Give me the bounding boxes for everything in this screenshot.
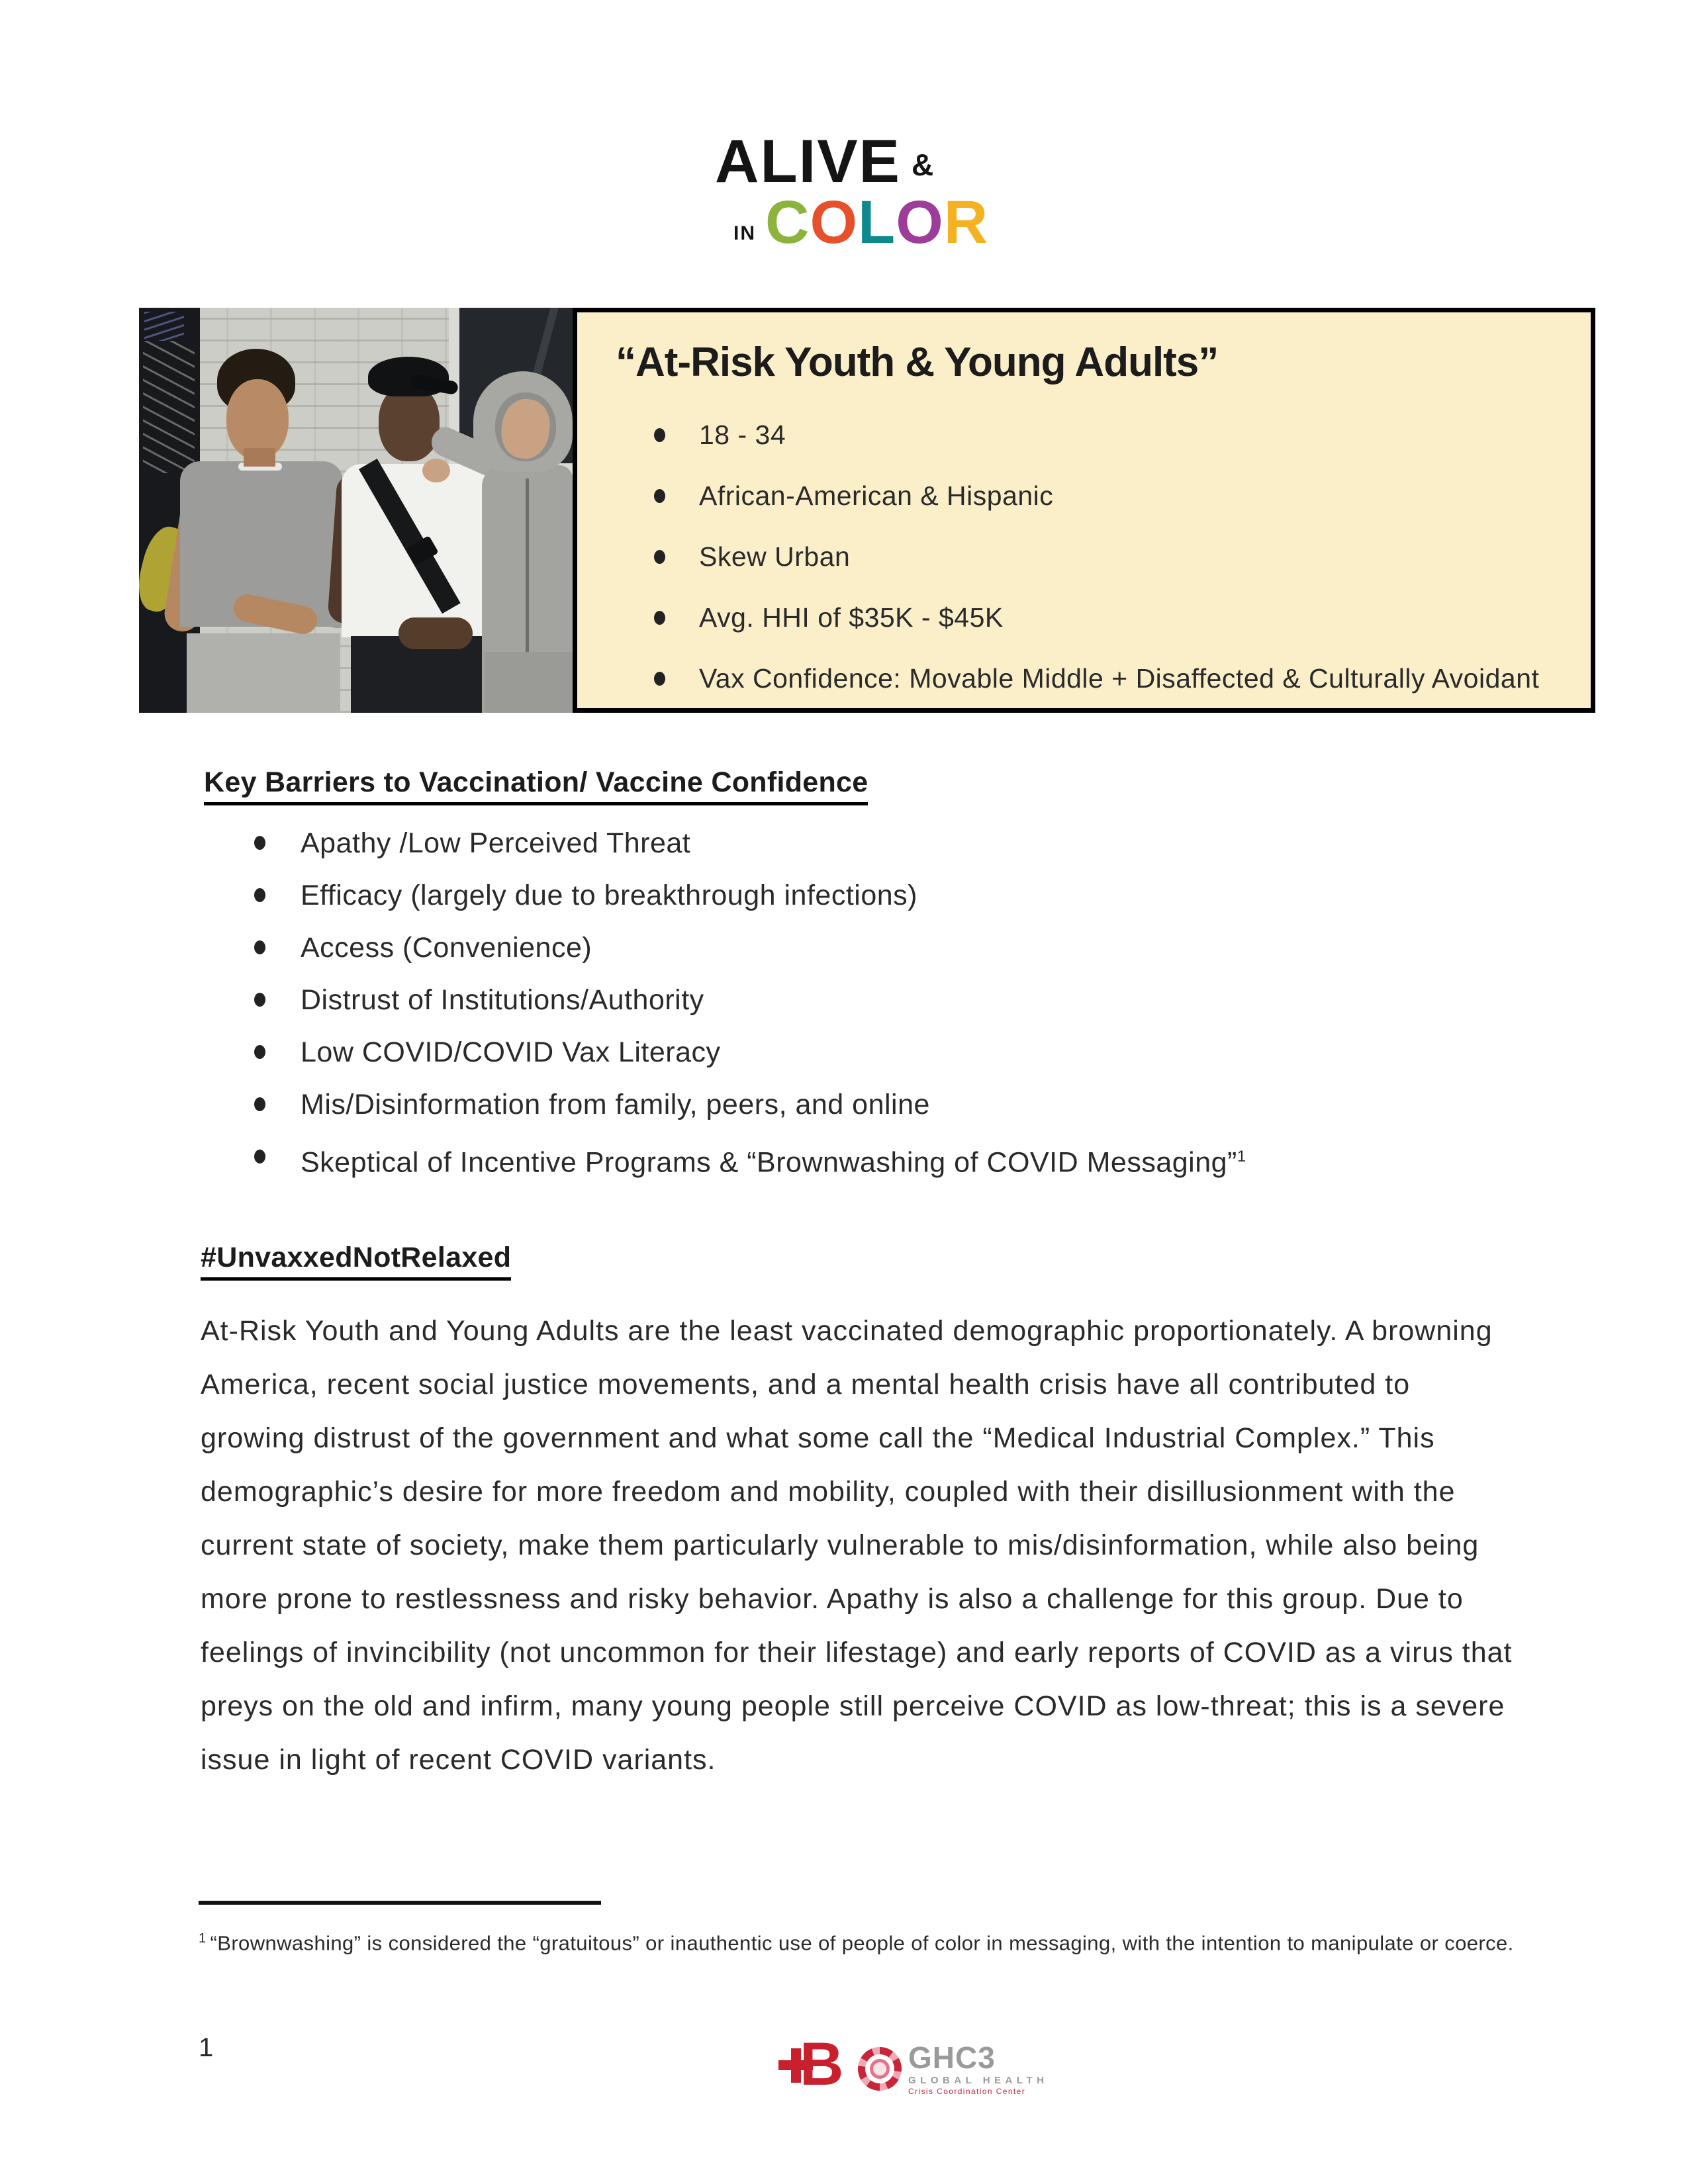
persona-bullet-list	[651, 414, 1591, 700]
logo-row-1	[715, 128, 988, 195]
person-right-hoodie-zipper	[526, 478, 529, 677]
ghc3-logo-text	[908, 2042, 1048, 2095]
list-item: Access (Convenience)	[207, 933, 1246, 963]
key-barriers-list	[207, 828, 1246, 1177]
person-left-neck	[244, 448, 275, 467]
graffiti-scribble	[144, 312, 184, 341]
logo-word-alive: ALIVE	[715, 128, 901, 195]
list-item: Low COVID/COVID Vax Literacy	[207, 1037, 1246, 1068]
ghc3-global-health-label: GLOBAL HEALTH	[908, 2075, 1049, 2086]
ghc3-crisis-center-label: Crisis Coordination Center	[908, 2087, 1026, 2096]
page-number: 1	[199, 2033, 214, 2062]
key-barriers-heading: Key Barriers to Vaccination/ Vaccine Confidence	[204, 766, 868, 805]
logo-letter-r: R	[943, 189, 989, 256]
person-left-pants	[187, 633, 340, 713]
list-item: Mis/Disinformation from family, peers, and online	[207, 1089, 1246, 1120]
list-item: 18 - 34	[651, 414, 1546, 456]
footer-logos	[788, 2030, 1049, 2098]
person-middle-hands	[399, 617, 473, 649]
plus-b-logo-icon	[788, 2030, 849, 2098]
logo-row-2	[733, 189, 989, 256]
list-item: Vax Confidence: Movable Middle + Disaffected & Culturally Avoidant	[651, 657, 1546, 700]
logo-word-color	[765, 189, 989, 256]
logo-word-in: IN	[733, 222, 756, 244]
list-item: Skew Urban	[651, 535, 1546, 578]
footnote-reference: 1	[1237, 1148, 1246, 1165]
list-item: Efficacy (largely due to breakthrough infections)	[207, 880, 1246, 911]
logo-letter-o2: O	[896, 189, 944, 256]
list-item: Distrust of Institutions/Authority	[207, 985, 1246, 1015]
footnote-text: “Brownwashing” is considered the “gratuitous” or inauthentic use of people of color in messaging, with the intention to manipulate or coerce.	[210, 1931, 1514, 1955]
logo-letter-l: L	[858, 189, 896, 256]
list-item: African-American & Hispanic	[651, 475, 1546, 517]
photo-three-young-men	[139, 308, 573, 713]
person-right-pants	[485, 652, 573, 713]
persona-summary-box	[573, 308, 1595, 713]
persona-box-title: “At-Risk Youth & Young Adults”	[616, 340, 1219, 385]
unvaxxed-heading: #UnvaxxedNotRelaxed	[201, 1242, 511, 1281]
alive-in-color-logo	[715, 128, 989, 256]
logo-letter-c: C	[765, 189, 810, 256]
list-item: Avg. HHI of $35K - $45K	[651, 596, 1546, 639]
bullet-text: Skeptical of Incentive Programs & “Brownwashing of COVID Messaging”	[301, 1146, 1237, 1179]
unvaxxed-paragraph: At-Risk Youth and Young Adults are the least vaccinated demographic proportionately. A browning America, recent social justice movements, and a mental health crisis have all contributed to growing distrust of the government and what some call the “Medical Industrial Complex.” This demographic’s desire for more freedom and mobility, coupled with their disillusionment with the current state of society, make them particularly vulnerable to mis/disinformation, while also being more prone to restlessness and risky behavior. Apathy is also a challenge for this group. Due to feelings of invincibility (not uncommon for their lifestage) and early reports of COVID as a virus that preys on the old and infirm, many young people still perceive COVID as low-threat; this is a severe issue in light of recent COVID variants.	[201, 1315, 1513, 1776]
footnote	[199, 1918, 1516, 1964]
person-right-hand	[422, 459, 450, 482]
logo-letter-o1: O	[810, 189, 859, 256]
ghc3-logo	[858, 2042, 1048, 2095]
footnote-divider	[199, 1901, 601, 1905]
b-logo-letter: B	[800, 2030, 844, 2098]
ghc3-globe-core	[870, 2059, 890, 2079]
footnote-marker: 1	[199, 1931, 207, 1946]
ghc3-globe-icon	[858, 2047, 902, 2091]
list-item: Apathy /Low Perceived Threat	[207, 828, 1246, 858]
ghc3-name: GHC3	[908, 2040, 996, 2075]
graffiti-scribble	[143, 341, 195, 473]
list-item	[207, 1142, 1246, 1177]
unvaxxed-section	[201, 1242, 1524, 1787]
key-barriers-section	[204, 766, 1246, 1199]
logo-ampersand: &	[911, 148, 934, 182]
